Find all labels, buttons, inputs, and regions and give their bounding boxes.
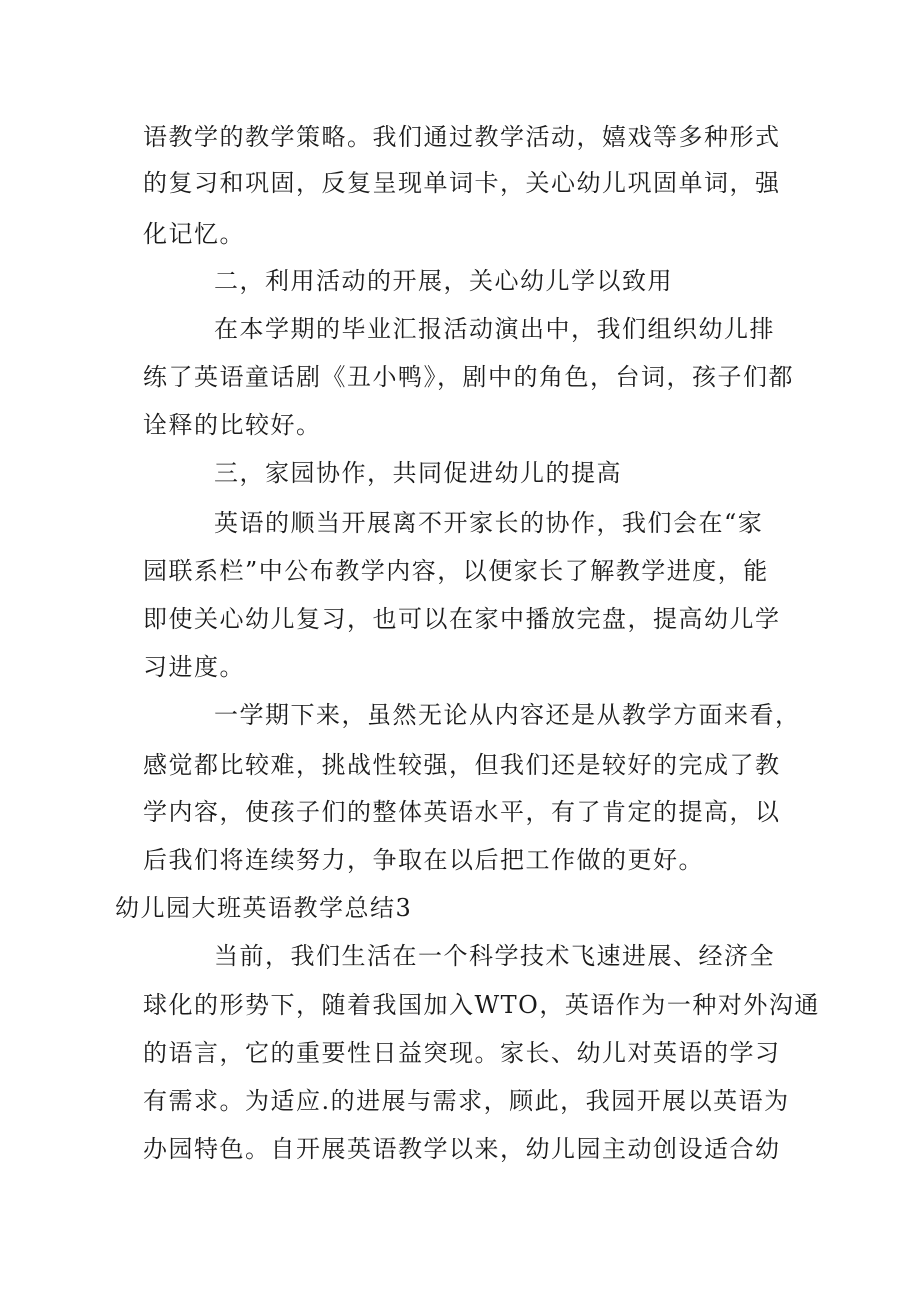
paragraph-line: 园联系栏”中公布教学内容，以便家长了解教学进度，能 xyxy=(143,557,769,585)
paragraph-line: 学内容，使孩子们的整体英语水平，有了肯定的提高，以 xyxy=(143,798,781,826)
paragraph-line: 化记忆。 xyxy=(143,220,245,248)
paragraph-line: 办园特色。自开展英语教学以来，幼儿园主动创设适合幼 xyxy=(143,1135,781,1163)
paragraph-line: 当前，我们生活在一个科学技术飞速进展、经济全 xyxy=(214,942,775,970)
paragraph-line: 感觉都比较难，挑战性较强，但我们还是较好的完成了教 xyxy=(143,751,781,779)
paragraph-line: 的语言，它的重要性日益突现。家长、幼儿对英语的学习 xyxy=(143,1039,781,1067)
paragraph-line: 的复习和巩固，反复呈现单词卡，关心幼儿巩固单词，强 xyxy=(143,169,781,197)
section-title: 幼儿园大班英语教学总结3 xyxy=(115,894,413,922)
paragraph-line: 在本学期的毕业汇报活动演出中，我们组织幼儿排 xyxy=(214,315,775,343)
paragraph-line: 习进度。 xyxy=(143,653,245,681)
paragraph-line: 练了英语童话剧《丑小鸭》，剧中的角色，台词，孩子们都 xyxy=(143,363,794,391)
section-heading: 二，利用活动的开展，关心幼儿学以致用 xyxy=(214,267,673,295)
paragraph-line: 英语的顺当开展离不开家长的协作，我们会在“家 xyxy=(214,509,764,537)
paragraph-line: 后我们将连续努力，争取在以后把工作做的更好。 xyxy=(143,846,704,874)
paragraph-line: 语教学的教学策略。我们通过教学活动，嬉戏等多种形式 xyxy=(143,123,781,151)
section-heading: 三，家园协作，共同促进幼儿的提高 xyxy=(214,459,622,487)
paragraph-line: 球化的形势下，随着我国加入WTO，英语作为一种对外沟通 xyxy=(143,991,820,1019)
paragraph-line: 有需求。为适应.的进展与需求，顾此，我园开展以英语为 xyxy=(143,1087,790,1115)
paragraph-line: 即使关心幼儿复习，也可以在家中播放完盘，提高幼儿学 xyxy=(143,605,781,633)
paragraph-line: 一学期下来，虽然无论从内容还是从教学方面来看， xyxy=(214,701,801,729)
paragraph-line: 诠释的比较好。 xyxy=(143,411,322,439)
